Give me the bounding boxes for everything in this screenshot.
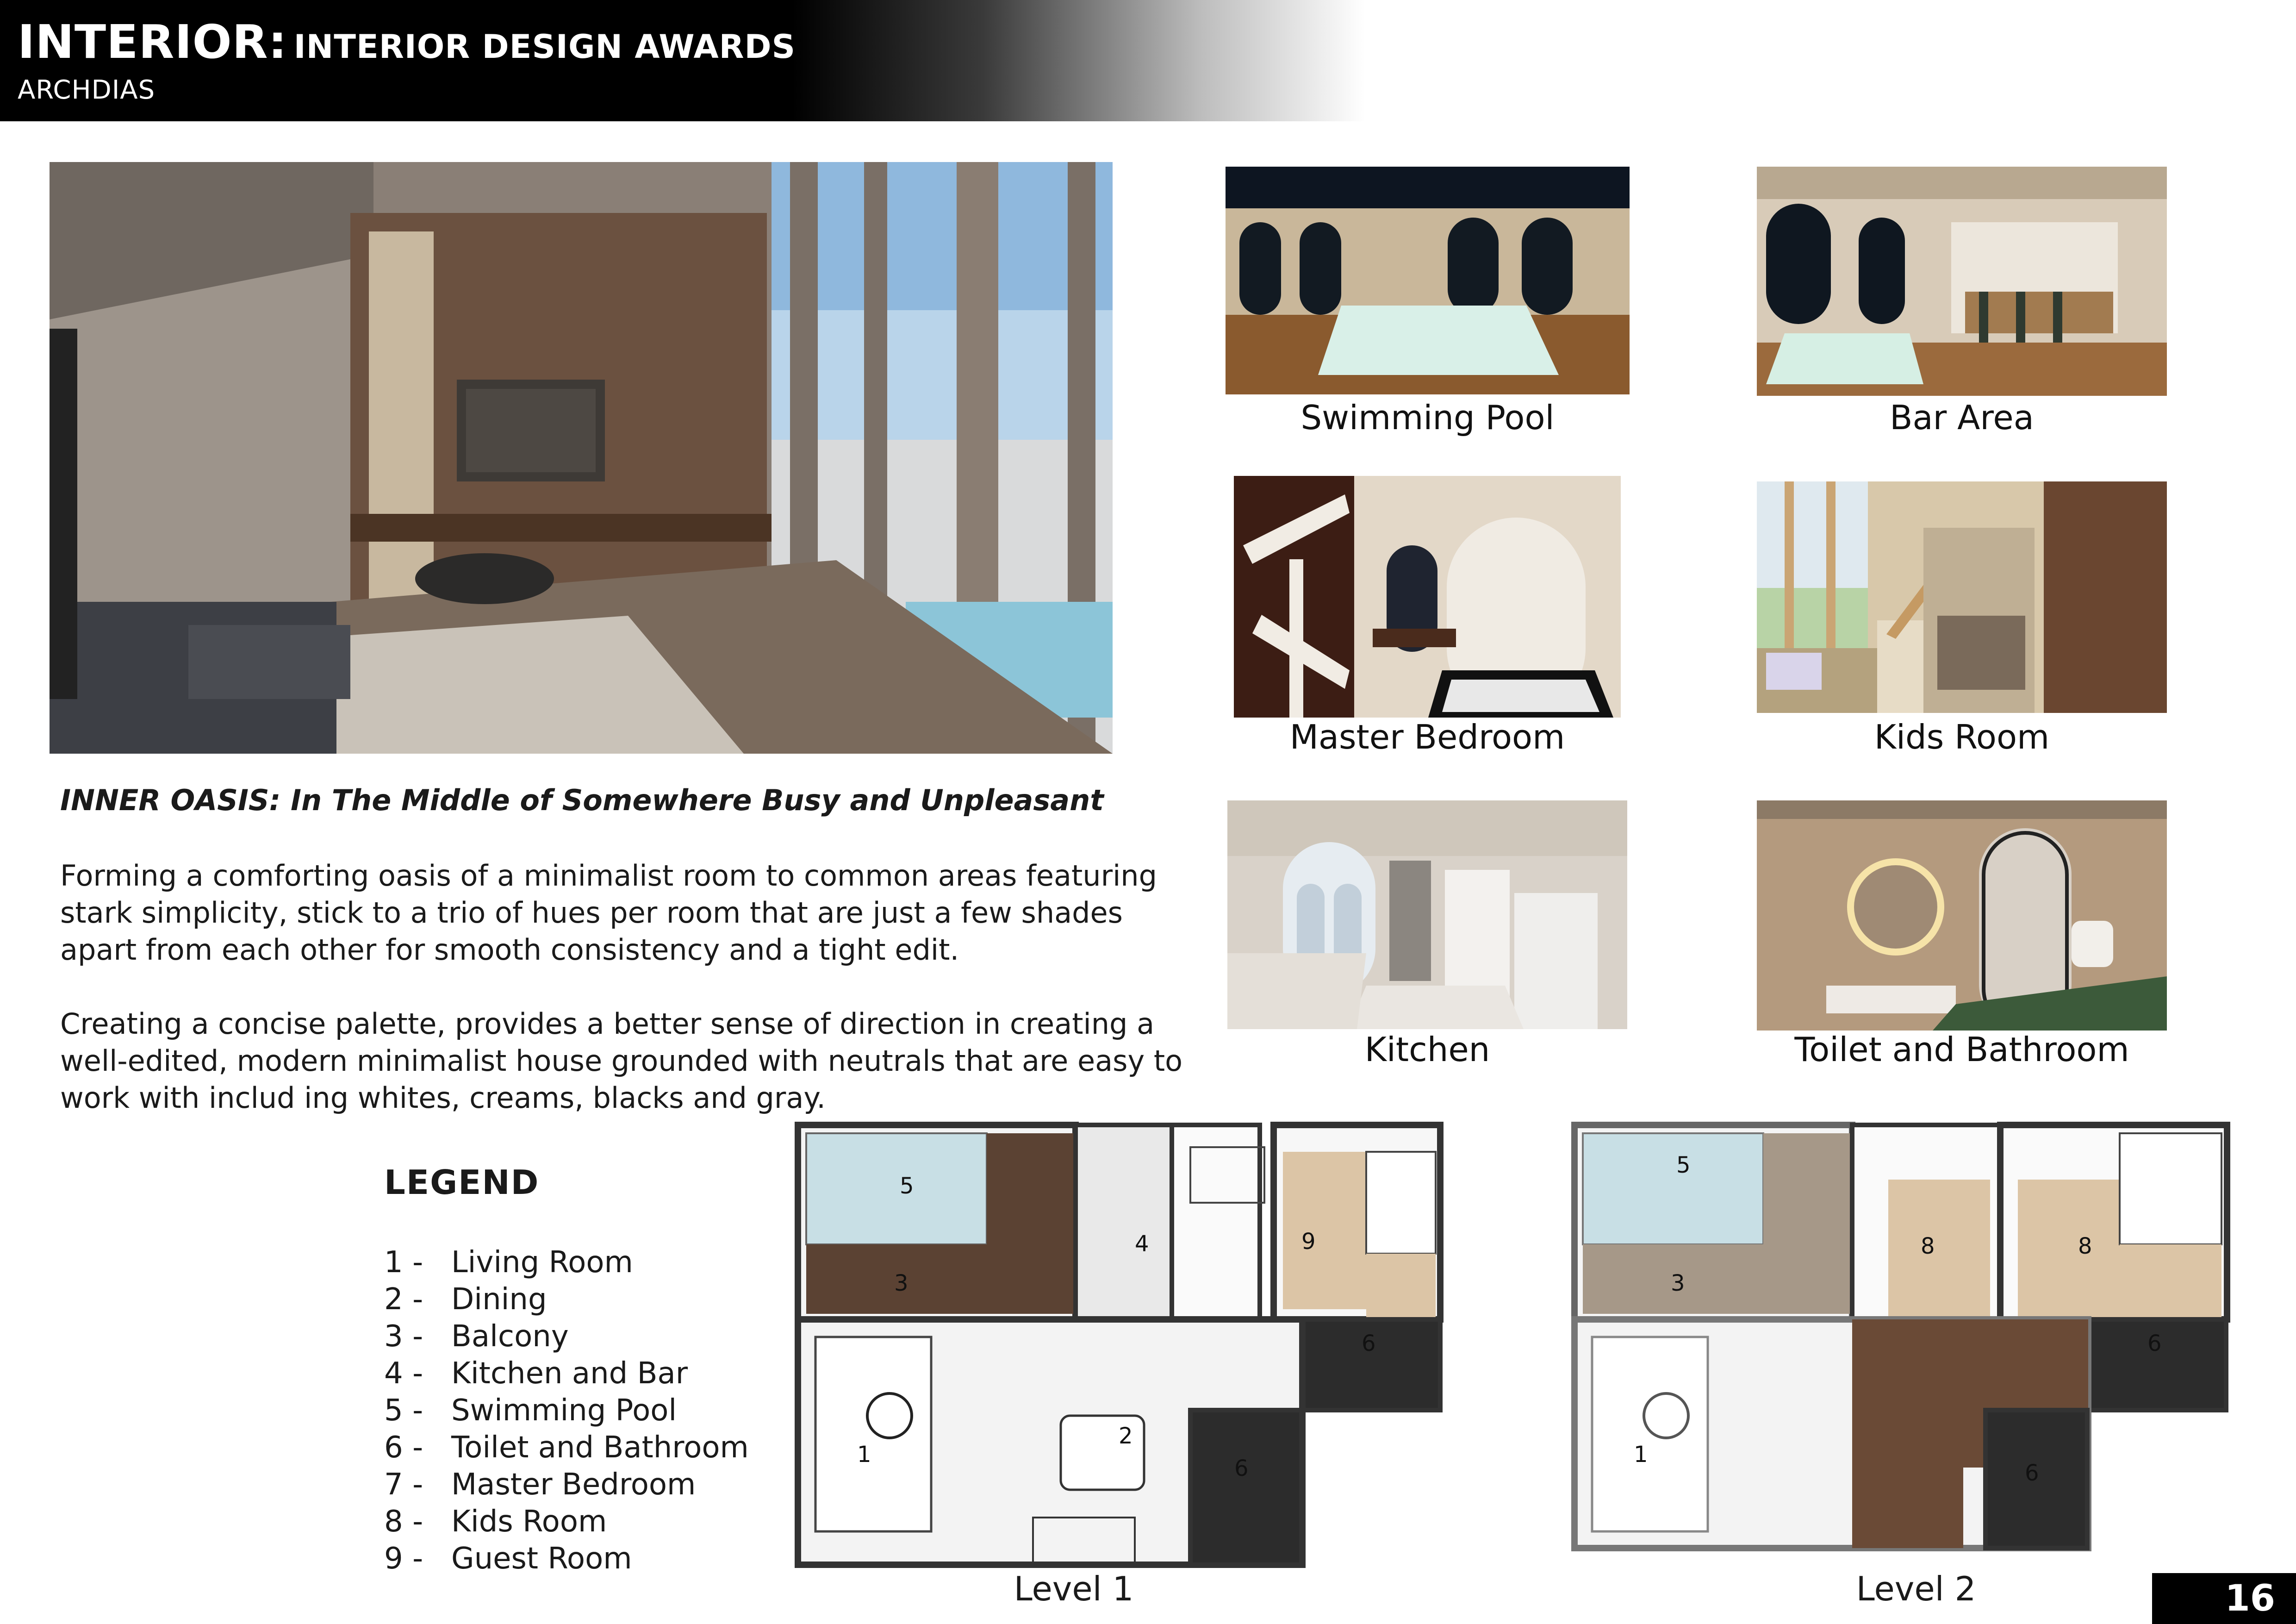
- caption-bar-area: Bar Area: [1890, 398, 2034, 437]
- legend-title: LEGEND: [384, 1163, 540, 1202]
- project-paragraph-2: Creating a concise palette, provides a better sense of direction in creating a well-edited, modern minimalist house grounded with neutrals that are easy to work with includ ing whites, creams, blacks and gray.: [60, 1007, 1183, 1115]
- legend-item: 2 - Dining: [384, 1282, 547, 1317]
- caption-master-bedroom: Master Bedroom: [1289, 718, 1565, 756]
- header-title: INTERIOR: INTERIOR DESIGN AWARDS: [18, 15, 796, 69]
- page-number: 16: [2152, 1573, 2296, 1624]
- legend-item: 9 - Guest Room: [384, 1542, 632, 1576]
- master-bedroom-render: [1234, 476, 1621, 718]
- legend-list: [384, 1245, 749, 1579]
- plan1-room-3: 3: [894, 1270, 908, 1296]
- plan1-room-9: 9: [1301, 1229, 1316, 1255]
- legend-item: 6 - Toilet and Bathroom: [384, 1430, 749, 1465]
- header-subtitle: INTERIOR DESIGN AWARDS: [293, 28, 796, 66]
- caption-kids-room: Kids Room: [1874, 718, 2050, 756]
- plan2-room-3: 3: [1671, 1270, 1685, 1296]
- caption-toilet-bathroom: Toilet and Bathroom: [1794, 1030, 2129, 1069]
- level-1-label: Level 1: [1014, 1569, 1134, 1608]
- plan2-room-8a: 8: [1921, 1233, 1935, 1259]
- legend-item: 7 - Master Bedroom: [384, 1468, 696, 1502]
- plan2-room-1: 1: [1634, 1442, 1648, 1468]
- project-paragraph-1: Forming a comforting oasis of a minimalist room to common areas featuring stark simplicity, stick to a trio of hues per room that are just a few shades apart from each other for smooth consistency and a tight edit.: [60, 859, 1157, 967]
- legend-item: 5 - Swimming Pool: [384, 1393, 677, 1428]
- toilet-bathroom-render: [1757, 800, 2167, 1031]
- plan1-room-1: 1: [857, 1442, 871, 1468]
- plan2-room-8b: 8: [2078, 1233, 2092, 1259]
- swimming-pool-render: [1226, 167, 1630, 394]
- legend-item: 4 - Kitchen and Bar: [384, 1356, 688, 1391]
- plan1-room-5: 5: [900, 1173, 914, 1199]
- bar-area-render: [1757, 167, 2167, 396]
- plan2-room-6a: 6: [2147, 1330, 2162, 1356]
- project-title: INNER OASIS: In The Middle of Somewhere Busy and Unpleasant: [60, 783, 1104, 817]
- legend-item: 8 - Kids Room: [384, 1505, 607, 1539]
- legend-item: 1 - Living Room: [384, 1245, 633, 1280]
- plan1-room-6a: 6: [1362, 1330, 1376, 1356]
- plan2-room-5: 5: [1676, 1152, 1691, 1178]
- plan1-room-4: 4: [1135, 1231, 1149, 1257]
- living-room-render: [50, 162, 1113, 754]
- kitchen-render: [1227, 800, 1627, 1029]
- plan1-room-2: 2: [1119, 1423, 1133, 1449]
- plan1-room-6b: 6: [1234, 1455, 1249, 1481]
- kids-room-render: [1757, 481, 2167, 713]
- header-banner: [0, 0, 1365, 121]
- header-org: ARCHDIAS: [18, 75, 156, 105]
- floor-plan-level-1: [792, 1119, 1450, 1573]
- caption-swimming-pool: Swimming Pool: [1300, 398, 1555, 437]
- legend-item: 3 - Balcony: [384, 1319, 569, 1354]
- caption-kitchen: Kitchen: [1364, 1030, 1490, 1069]
- floor-plan-level-2: [1569, 1119, 2235, 1555]
- plan2-room-6b: 6: [2025, 1460, 2039, 1486]
- level-2-label: Level 2: [1856, 1569, 1976, 1608]
